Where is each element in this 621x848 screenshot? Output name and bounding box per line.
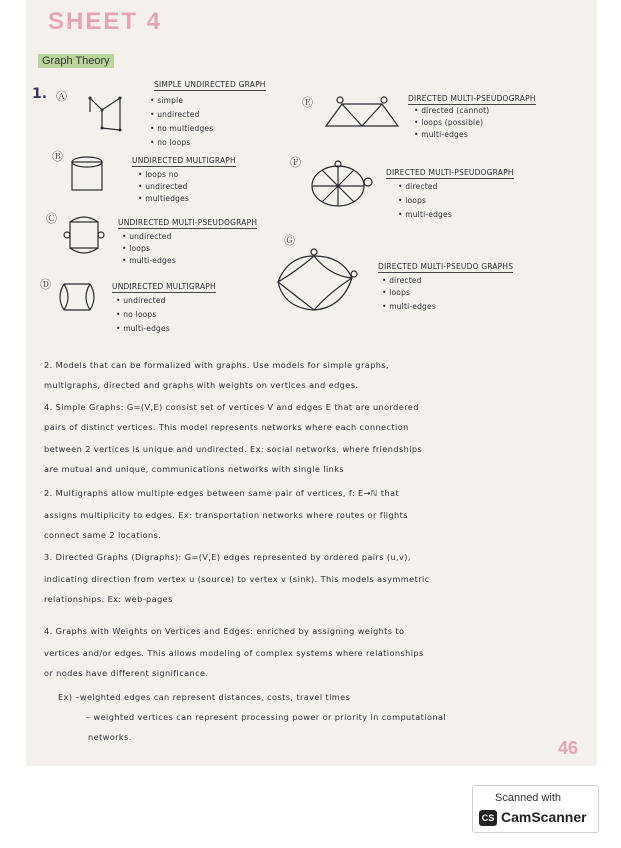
- graph-e-drawing: [322, 96, 402, 136]
- graph-b-label: Ⓑ: [52, 150, 64, 163]
- graph-g-label: Ⓖ: [284, 234, 296, 247]
- page-number: 46: [558, 738, 579, 758]
- paragraph-line: indicating direction from vertex u (source) to vertex v (sink). This models asymmetric: [44, 574, 430, 584]
- paragraph-line: between 2 vertices is unique and undirected. Ex: social networks, where friendships: [44, 444, 423, 454]
- graph-b-prop: • multiedges: [138, 194, 190, 203]
- graph-c-label: Ⓒ: [46, 212, 58, 225]
- graph-g-drawing: [268, 248, 358, 318]
- graph-e-heading: DIRECTED MULTI-PSEUDOGRAPH: [408, 94, 536, 103]
- paragraph-line: assigns multiplicity to edges. Ex: transportation networks where routes or flights: [44, 510, 408, 520]
- scanned-with-text: Scanned with: [495, 792, 562, 804]
- graph-e-label: Ⓔ: [302, 96, 314, 109]
- paragraph-line: 3. Directed Graphs (Digraphs): G=(V,E) edges represented by ordered pairs (u,v),: [44, 552, 411, 562]
- graph-a-prop: • no multiedges: [150, 124, 214, 133]
- paragraph-line: networks.: [88, 732, 132, 742]
- graph-a-prop: • simple: [150, 96, 184, 105]
- graph-c-prop: • loops: [122, 244, 151, 253]
- graph-f-drawing: [302, 156, 382, 216]
- section-1-number: 1.: [32, 86, 48, 102]
- graph-e-prop: • directed (cannot): [414, 106, 490, 115]
- paragraph-line: are mutual and unique, communications networks with single links: [44, 464, 345, 474]
- graph-d-drawing: [54, 278, 104, 318]
- graph-d-prop: • undirected: [116, 296, 166, 305]
- paragraph-line: 2. Models that can be formalized with graphs. Use models for simple graphs,: [44, 360, 390, 370]
- sheet-title: SHEET 4: [48, 8, 163, 35]
- graph-c-prop: • undirected: [122, 232, 172, 241]
- graph-g-prop: • directed: [382, 276, 422, 285]
- graph-b-prop: • undirected: [138, 182, 188, 191]
- paragraph-line: or nodes have different significance.: [44, 668, 209, 678]
- camscanner-logo-icon: CS: [479, 810, 497, 826]
- graph-g-prop: • loops: [382, 288, 411, 297]
- graph-f-heading: DIRECTED MULTI-PSEUDOGRAPH: [386, 168, 514, 177]
- graph-b-heading: UNDIRECTED MULTIGRAPH: [132, 156, 236, 165]
- graph-a-prop: • undirected: [150, 110, 200, 119]
- graph-d-prop: • no loops: [116, 310, 157, 319]
- graph-f-prop: • multi-edges: [398, 210, 452, 219]
- graph-e-prop: • multi-edges: [414, 130, 468, 139]
- graph-g-heading: DIRECTED MULTI-PSEUDO GRAPHS: [378, 262, 514, 271]
- graph-g-prop: • multi-edges: [382, 302, 436, 311]
- graph-f-label: Ⓕ: [290, 156, 302, 169]
- graph-a-heading: SIMPLE UNDIRECTED GRAPH: [154, 80, 266, 89]
- graph-c-drawing: [62, 214, 112, 259]
- graph-d-heading: UNDIRECTED MULTIGRAPH: [112, 282, 216, 291]
- graph-b-prop: • loops no: [138, 170, 179, 179]
- paragraph-line: Ex) –weighted edges can represent distances, costs, travel times: [58, 692, 351, 702]
- graph-a-prop: • no loops: [150, 138, 191, 147]
- paragraph-line: 2. Multigraphs allow multiple edges between same pair of vertices, f: E→ℕ that: [44, 488, 400, 498]
- graph-b-drawing: [66, 152, 116, 197]
- graph-f-prop: • directed: [398, 182, 438, 191]
- section-subtitle: Graph Theory: [38, 54, 114, 68]
- graph-d-label: Ⓓ: [40, 278, 52, 291]
- graph-a-label: Ⓐ: [56, 90, 68, 103]
- graph-e-prop: • loops (possible): [414, 118, 484, 127]
- graph-c-heading: UNDIRECTED MULTI-PSEUDOGRAPH: [118, 218, 258, 227]
- graph-d-prop: • multi-edges: [116, 324, 170, 333]
- paragraph-line: multigraphs, directed and graphs with weights on vertices and edges.: [44, 380, 359, 390]
- camscanner-brand: CamScanner: [501, 809, 587, 825]
- graph-f-prop: • loops: [398, 196, 427, 205]
- graph-c-prop: • multi-edges: [122, 256, 176, 265]
- paragraph-line: 4. Simple Graphs: G=(V,E) consist set of vertices V and edges E that are unordered: [44, 402, 419, 412]
- graph-a-drawing: [80, 90, 140, 150]
- paragraph-line: pairs of distinct vertices. This model represents networks where each connection: [44, 422, 409, 432]
- paragraph-line: 4. Graphs with Weights on Vertices and Edges: enriched by assigning weights to: [44, 626, 405, 636]
- paragraph-line: connect same 2 locations.: [44, 530, 162, 540]
- paragraph-line: relationships. Ex: web-pages: [44, 594, 173, 604]
- camscanner-badge: [472, 785, 599, 833]
- paragraph-line: – weighted vertices can represent processing power or priority in computational: [86, 712, 447, 722]
- paragraph-line: vertices and/or edges. This allows modeling of complex systems where relationships: [44, 648, 424, 658]
